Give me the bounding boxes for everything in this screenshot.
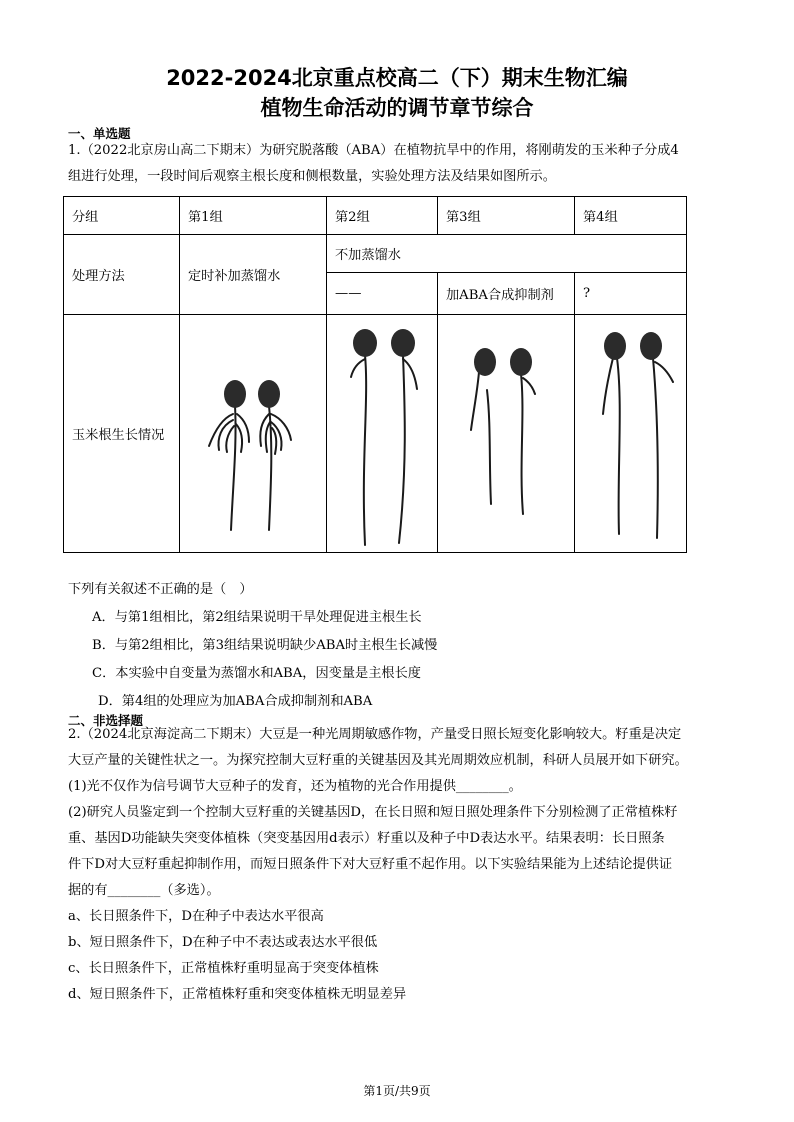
seedling-roots-group2-image bbox=[335, 319, 435, 549]
table-header-cell: 分组 bbox=[64, 197, 180, 235]
section-heading-non-choice: 二、非选择题 bbox=[68, 713, 144, 728]
table-header-cell: 第2组 bbox=[327, 197, 438, 235]
group2-method-cell: —— bbox=[327, 273, 438, 315]
seedling-roots-group4-image bbox=[583, 324, 683, 544]
question-2-option-b: b、短日照条件下，D在种子中不表达或表达水平很低 bbox=[68, 935, 378, 950]
question-1-stem: 下列有关叙述不正确的是（ ） bbox=[68, 582, 253, 597]
page-footer: 第1页/共9页 bbox=[363, 1084, 431, 1098]
group4-roots-cell bbox=[575, 315, 687, 553]
question-2-text bbox=[68, 722, 722, 1008]
group3-roots-cell bbox=[438, 315, 575, 553]
group3-method-cell: 加ABA合成抑制剂 bbox=[438, 273, 575, 315]
question-2-line: 大豆产量的关键性状之一。为探究控制大豆籽重的关键基因及其光周期效应机制，科研人员展开如下研究。 bbox=[68, 753, 688, 768]
option-c: C．本实验中自变量为蒸馏水和ABA，因变量是主根长度 bbox=[92, 666, 421, 681]
question-1-line: 1.（2022北京房山高二下期末）为研究脱落酸（ABA）在植物抗旱中的作用，将刚萌发的玉米种子分成4 bbox=[68, 143, 679, 158]
question-2-option-a: a、长日照条件下，D在种子中表达水平很高 bbox=[68, 909, 324, 924]
question-2-option-d: d、短日照条件下，正常植株籽重和突变体植株无明显差异 bbox=[68, 987, 407, 1002]
seedling-roots-group3-image bbox=[451, 334, 561, 534]
table-header-cell: 第4组 bbox=[575, 197, 687, 235]
section-heading-single-choice: 一、单选题 bbox=[68, 126, 131, 141]
group1-roots-cell bbox=[180, 315, 327, 553]
group1-method-cell: 定时补加蒸馏水 bbox=[180, 235, 327, 315]
experiment-table bbox=[63, 196, 687, 553]
growth-label-cell: 玉米根生长情况 bbox=[64, 315, 180, 553]
no-water-cell: 不加蒸馏水 bbox=[327, 235, 687, 273]
option-b: B．与第2组相比，第3组结果说明缺少ABA时主根生长减慢 bbox=[92, 638, 438, 653]
question-2-sub2-line: 据的有________（多选）。 bbox=[68, 883, 220, 898]
doc-title: 2022-2024北京重点校高二（下）期末生物汇编 bbox=[166, 66, 628, 90]
question-2-sub2-line: 件下D对大豆籽重起抑制作用，而短日照条件下对大豆籽重不起作用。以下实验结果能为上述结论提供证 bbox=[68, 857, 673, 872]
seedling-roots-group1-image bbox=[193, 334, 313, 534]
question-2-line: 2.（2024北京海淀高二下期末）大豆是一种光周期敏感作物，产量受日照长短变化影响较大。籽重是决定 bbox=[68, 727, 682, 742]
group4-method-cell: ? bbox=[575, 273, 687, 315]
table-header-cell: 第1组 bbox=[180, 197, 327, 235]
question-1-text bbox=[68, 138, 722, 190]
option-a: A．与第1组相比，第2组结果说明干旱处理促进主根生长 bbox=[92, 610, 422, 625]
question-2-option-c: c、长日照条件下，正常植株籽重明显高于突变体植株 bbox=[68, 961, 379, 976]
question-1-line: 组进行处理，一段时间后观察主根长度和侧根数量，实验处理方法及结果如图所示。 bbox=[68, 169, 556, 184]
question-2-sub2-line: (2)研究人员鉴定到一个控制大豆籽重的关键基因D，在长日照和短日照处理条件下分别检测了正常植株籽 bbox=[68, 805, 678, 820]
table-header-cell: 第3组 bbox=[438, 197, 575, 235]
doc-subtitle: 植物生命活动的调节章节综合 bbox=[260, 96, 534, 120]
question-2-sub2-line: 重、基因D功能缺失突变体植株（突变基因用d表示）籽重以及种子中D表达水平。结果表明：长日照条 bbox=[68, 831, 665, 846]
group2-roots-cell bbox=[327, 315, 438, 553]
option-d: D．第4组的处理应为加ABA合成抑制剂和ABA bbox=[98, 694, 373, 709]
method-label-cell: 处理方法 bbox=[64, 235, 180, 315]
question-2-sub1: (1)光不仅作为信号调节大豆种子的发育，还为植物的光合作用提供________。 bbox=[68, 779, 522, 794]
